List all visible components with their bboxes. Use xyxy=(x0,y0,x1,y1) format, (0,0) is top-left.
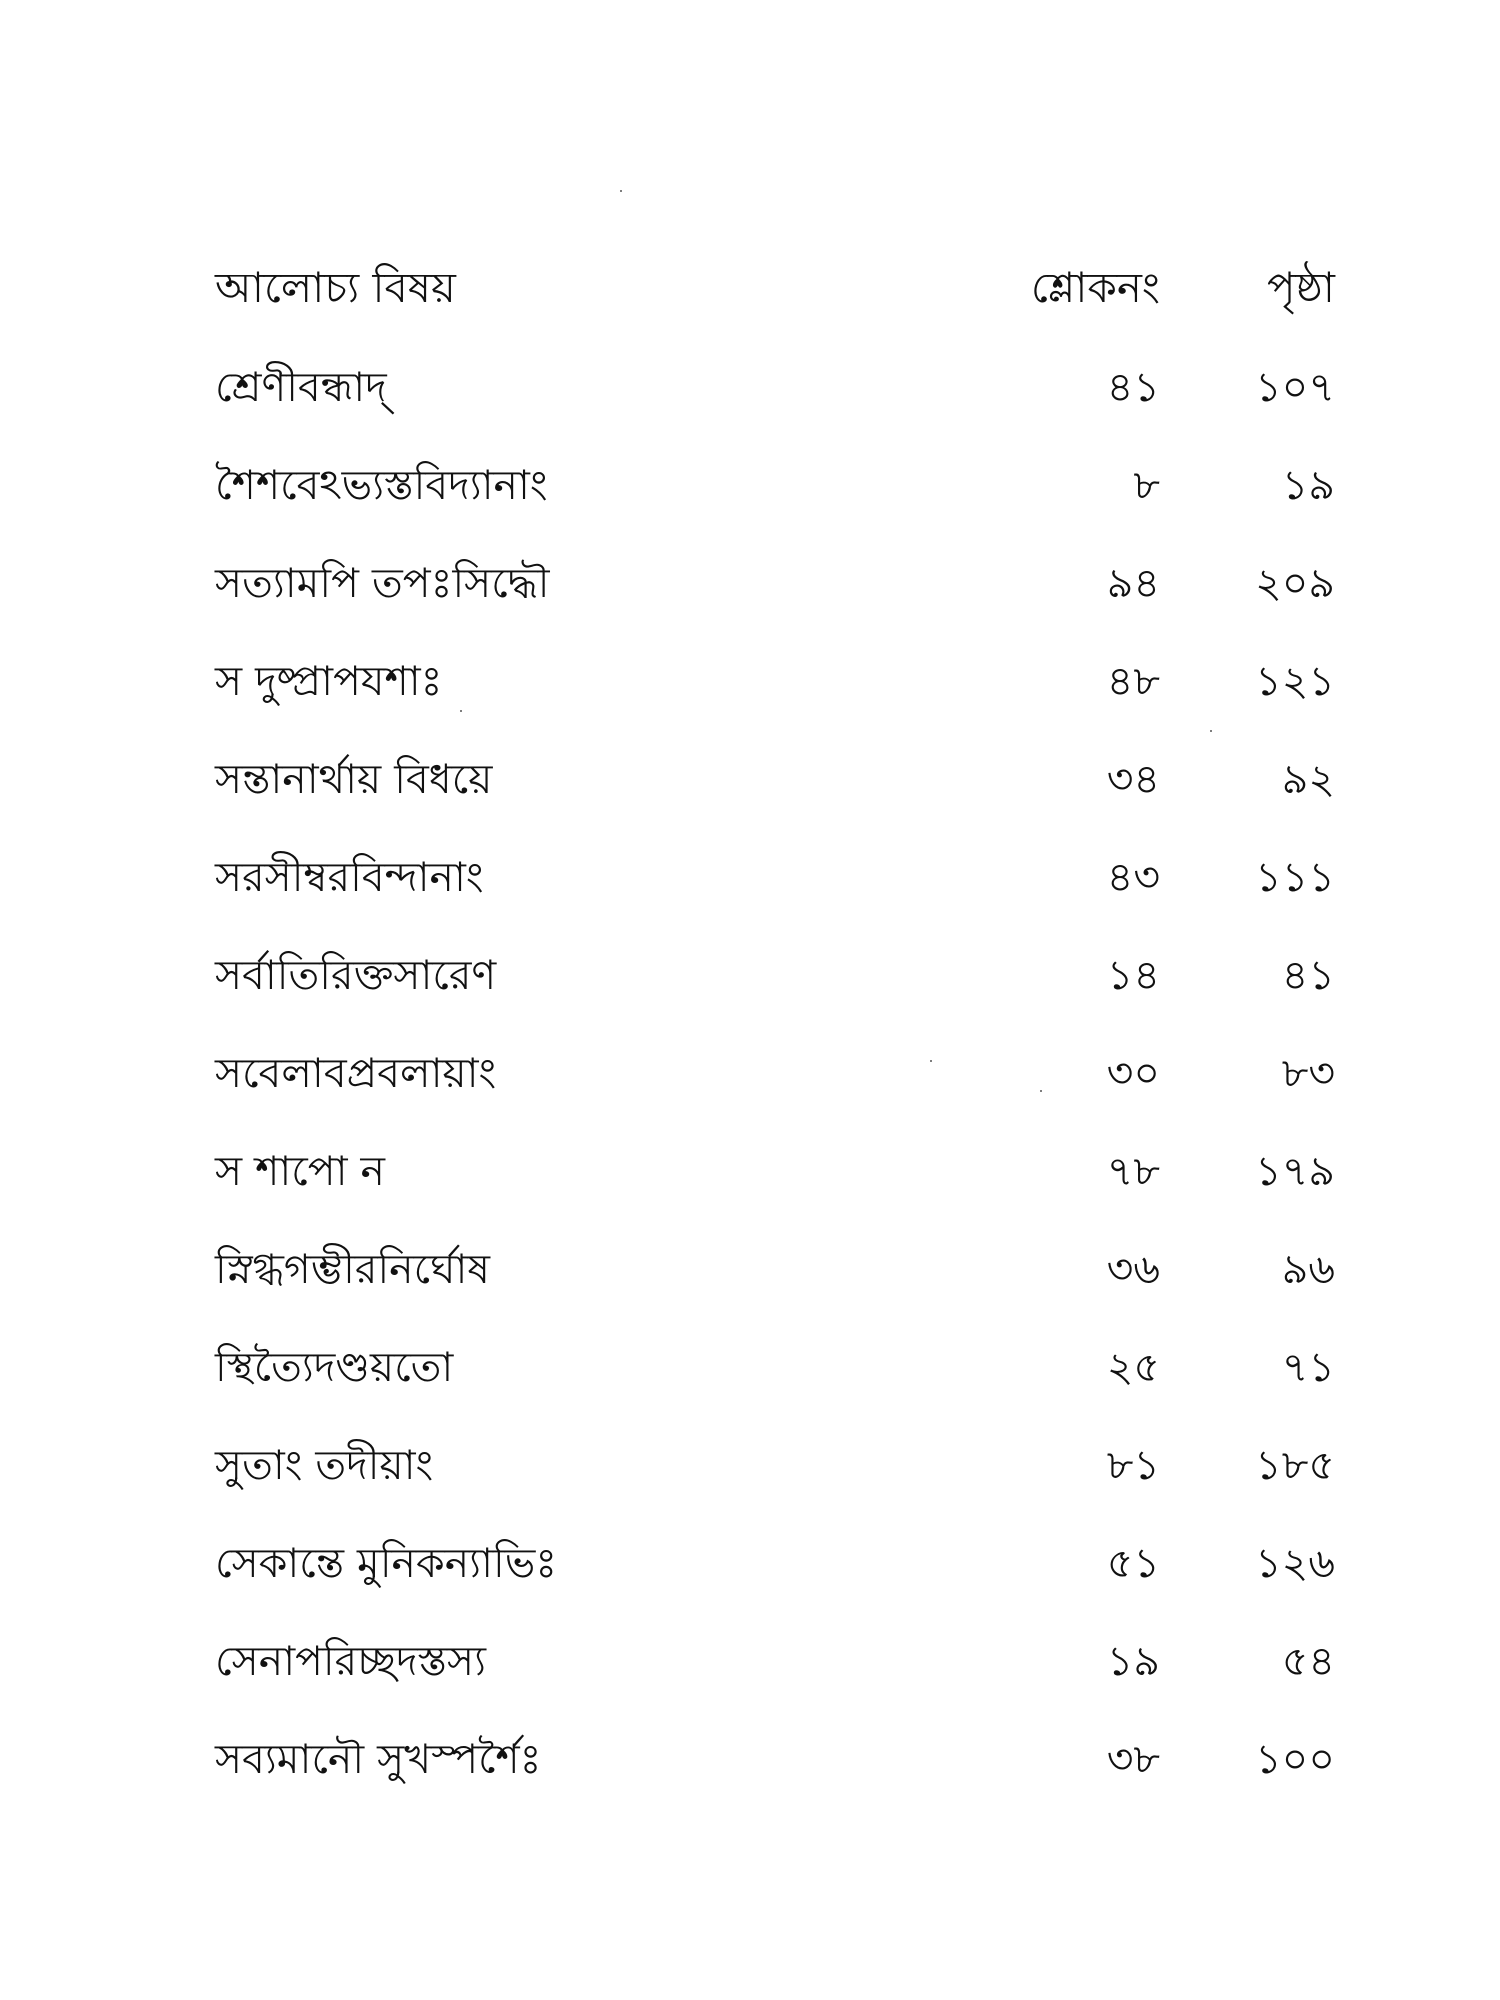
verse-number-cell: ৪৮ xyxy=(1106,656,1160,705)
table-header xyxy=(215,238,1335,338)
verse-number-cell: ৭৮ xyxy=(1106,1146,1160,1195)
topic-cell: স্নিগ্ধগম্ভীরনির্ঘোষ xyxy=(215,1244,490,1293)
topic-cell: সরসীম্বরবিন্দানাং xyxy=(215,852,484,901)
topic-cell: স দুষ্প্রাপযশাঃ xyxy=(215,656,443,705)
verse-number-cell: ৮ xyxy=(1133,460,1160,509)
table-row xyxy=(215,730,1335,828)
verse-index-table xyxy=(215,238,1335,1808)
verse-number-cell: ৩৮ xyxy=(1106,1734,1160,1783)
topic-cell: সন্তানার্থায় বিধয়ে xyxy=(215,754,493,803)
topic-cell: স শাপো ন xyxy=(215,1146,385,1195)
verse-number-cell: ২৫ xyxy=(1106,1342,1160,1391)
topic-cell: সব্যমানৌ সুখস্পর্শৈঃ xyxy=(215,1734,542,1783)
scan-speck xyxy=(930,1060,932,1062)
topic-cell: স্থিত্যৈদণ্ডয়তো xyxy=(215,1342,454,1391)
verse-number-cell: ৩৪ xyxy=(1106,754,1160,803)
scan-speck xyxy=(460,710,462,712)
table-row xyxy=(215,1122,1335,1220)
topic-column-header: আলোচ্য বিষয় xyxy=(215,263,456,312)
topic-cell: সুতাং তদীয়াং xyxy=(215,1440,434,1489)
page-number-cell: ১১১ xyxy=(1255,852,1335,901)
verse-number-cell: ৫১ xyxy=(1106,1538,1160,1587)
table-row xyxy=(215,1514,1335,1612)
table-row xyxy=(215,926,1335,1024)
scan-speck xyxy=(620,190,622,192)
topic-cell: সেনাপরিচ্ছদস্তস্য xyxy=(215,1636,487,1685)
table-row xyxy=(215,632,1335,730)
verse-number-cell: ৪১ xyxy=(1106,362,1160,411)
page-column-header: পৃষ্ঠা xyxy=(1266,263,1335,312)
scan-speck xyxy=(1210,730,1212,732)
page-number-cell: ৪১ xyxy=(1281,950,1335,999)
verse-number-column-header: শ্লোকনং xyxy=(1030,263,1160,312)
topic-cell: শৈশবেঽভ্যস্তবিদ্যানাং xyxy=(215,460,548,509)
page-number-cell: ১০০ xyxy=(1255,1734,1335,1783)
page-number-cell: ২০৯ xyxy=(1255,558,1335,607)
table-row xyxy=(215,1612,1335,1710)
verse-number-cell: ৯৪ xyxy=(1106,558,1160,607)
table-row xyxy=(215,338,1335,436)
page-number-cell: ১৮৫ xyxy=(1255,1440,1335,1489)
table-row xyxy=(215,1318,1335,1416)
verse-number-cell: ৩৬ xyxy=(1106,1244,1160,1293)
page-number-cell: ৫৪ xyxy=(1281,1636,1335,1685)
table-row xyxy=(215,1220,1335,1318)
scan-speck xyxy=(1040,1090,1042,1092)
verse-number-cell: ১৪ xyxy=(1106,950,1160,999)
page-number-cell: ১২৬ xyxy=(1255,1538,1335,1587)
verse-number-cell: ৪৩ xyxy=(1106,852,1160,901)
topic-cell: সর্বাতিরিক্তসারেণ xyxy=(215,950,497,999)
page-number-cell: ৯২ xyxy=(1281,754,1335,803)
topic-cell: সবেলাবপ্রবলায়াং xyxy=(215,1048,497,1097)
verse-number-cell: ১৯ xyxy=(1106,1636,1160,1685)
table-row xyxy=(215,1024,1335,1122)
page-number-cell: ১০৭ xyxy=(1255,362,1335,411)
table-row xyxy=(215,828,1335,926)
page-number-cell: ৮৩ xyxy=(1281,1048,1335,1097)
page-number-cell: ৯৬ xyxy=(1281,1244,1335,1293)
page-number-cell: ১২১ xyxy=(1255,656,1335,705)
table-row xyxy=(215,436,1335,534)
topic-cell: সেকান্তে মুনিকন্যাভিঃ xyxy=(215,1538,558,1587)
page-number-cell: ১৯ xyxy=(1281,460,1335,509)
page-number-cell: ১৭৯ xyxy=(1255,1146,1335,1195)
table-row xyxy=(215,534,1335,632)
table-row xyxy=(215,1710,1335,1808)
topic-cell: সত্যামপি তপঃসিদ্ধৌ xyxy=(215,558,550,607)
topic-cell: শ্রেণীবন্ধাদ্ xyxy=(215,362,387,411)
verse-number-cell: ৩০ xyxy=(1106,1048,1160,1097)
page-number-cell: ৭১ xyxy=(1281,1342,1335,1391)
verse-number-cell: ৮১ xyxy=(1106,1440,1160,1489)
table-row xyxy=(215,1416,1335,1514)
